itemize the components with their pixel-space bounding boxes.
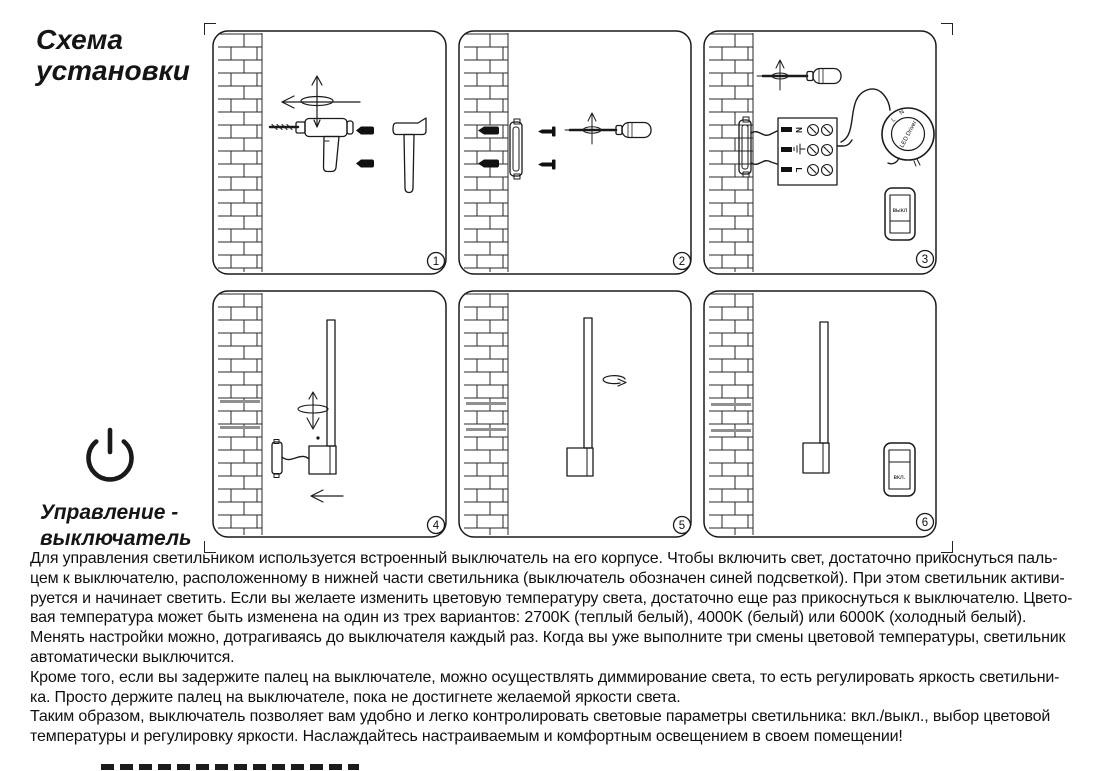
- step-number: 3: [921, 254, 929, 267]
- driver-label: LED Driver: [899, 120, 919, 149]
- body-line: Таким образом, выключатель позволяет вам удобно и легко контролировать световые параметры светильника: вкл./выкл., выбор цветовой: [30, 708, 1051, 726]
- step-number-badge: [674, 253, 691, 270]
- wall-mark: [466, 402, 506, 405]
- step-number: 5: [678, 520, 686, 533]
- step-number: 6: [921, 517, 929, 530]
- step-number: 4: [432, 520, 440, 533]
- step-number-badge: [917, 514, 934, 531]
- drill-icon: [270, 119, 353, 172]
- page-title-line2: установки: [36, 55, 190, 86]
- rotate-arrow-icon: [603, 376, 626, 386]
- led-driver: [882, 107, 934, 166]
- brick-wall: [218, 33, 262, 272]
- panel-border: [213, 31, 446, 274]
- brick-wall: [464, 33, 508, 272]
- terminal-label-l: L: [794, 167, 803, 173]
- terminal-block: [778, 118, 837, 185]
- brick-wall: [709, 293, 753, 535]
- power-icon: [82, 424, 138, 486]
- step-number-badge: [428, 253, 445, 270]
- panel-border: [459, 291, 691, 537]
- lamp: [803, 322, 829, 473]
- body-line: ка. Просто держите палец на выключателе, пока не достигнете желаемой яркости света.: [30, 688, 681, 706]
- step-number-badge: [917, 251, 934, 268]
- move-arrows-icon: [282, 76, 360, 127]
- panel-step-6: [703, 290, 937, 538]
- panel-step-5: [458, 290, 692, 538]
- dowel-icon: [478, 127, 499, 168]
- step-number-badge: [674, 517, 691, 534]
- control-caption-line2: выключатель: [40, 527, 192, 550]
- mounting-bracket-icon: [739, 117, 751, 177]
- panel-step-4: [212, 290, 447, 538]
- body-line: Кроме того, если вы задержите палец на выключателе, можно осуществлять диммирование света, то есть регулировать яркость светильни-: [30, 668, 1060, 686]
- down-arrow-rotate-icon: [298, 392, 328, 429]
- lamp: [567, 318, 593, 476]
- panel-step-2: [458, 30, 692, 275]
- panel-border: [213, 291, 446, 537]
- wall-switch-off: [885, 188, 915, 240]
- panel-border: [459, 31, 691, 274]
- body-line: Менять настройки можно, дотрагиваясь до выключателя каждый раз. Когда вы уже выполните три смены цветовой температуры, светильник: [30, 629, 1066, 647]
- body-line: автоматически выключится.: [30, 648, 235, 666]
- crop-mark-top-right: [941, 23, 953, 35]
- driver-ring-label: L N: [890, 107, 909, 124]
- page-title: [36, 24, 190, 86]
- body-line: руется и начинает светить. Если вы желаете изменить цветовую температуру света, достаточно еще раз прикоснуться к выключателю. Цвето-: [30, 589, 1073, 607]
- wire: [751, 131, 777, 164]
- wall-mark: [466, 428, 506, 431]
- panel-step-1: [212, 30, 447, 275]
- hammer-icon: [393, 118, 426, 193]
- mounting-bracket-icon: [510, 119, 522, 179]
- mark-dot: [316, 436, 319, 439]
- mounting-bracket-icon: [272, 440, 282, 478]
- wall-mark: [220, 400, 260, 403]
- control-caption: [40, 500, 191, 552]
- screwdriver-icon: [757, 69, 841, 84]
- switch-label-on: вкл.: [893, 474, 906, 481]
- left-arrow-icon: [311, 490, 343, 502]
- terminal-label-n: N: [794, 127, 803, 133]
- wall-mark: [711, 403, 751, 406]
- screwdriver-icon: [565, 123, 651, 138]
- brick-wall: [464, 293, 508, 535]
- switch-label-off: выкл: [892, 207, 908, 214]
- brick-wall: [218, 293, 262, 535]
- step-number: 2: [678, 256, 686, 269]
- wall-switch-on: [884, 443, 915, 496]
- body-line: вая температура может быть изменена на один из трех вариантов: 2700K (теплый белый), 4000K (белый) или 6000K (холодный белый).: [30, 609, 1027, 627]
- wall-mark: [711, 429, 751, 432]
- body-line: температуры и регулировку яркости. Наслаждайтесь настраиваемым и комфортным освещением в своем помещении!: [30, 728, 903, 746]
- control-caption-line1: Управление -: [40, 501, 179, 524]
- brick-wall: [709, 33, 753, 272]
- step-number-badge: [428, 517, 445, 534]
- cutoff-text-fragment: [101, 764, 359, 770]
- body-line: цем к выключателю, расположенному в нижней части светильника (выключатель обозначен синей подсветкой). При этом светильник активи-: [30, 569, 1065, 587]
- step-number: 1: [432, 256, 440, 269]
- dowel-icon: [356, 127, 374, 168]
- body-text: [30, 549, 1072, 747]
- body-line: Для управления светильником используется встроенный выключатель на его корпусе. Чтобы включить свет, достаточно прикоснуться паль-: [30, 550, 1058, 567]
- wire: [282, 456, 309, 459]
- screw-icon: [538, 127, 556, 170]
- rotate-arrow-icon: [583, 113, 601, 144]
- wall-mark: [220, 426, 260, 429]
- page-title-line1: Схема: [36, 24, 123, 55]
- panel-step-3: [703, 30, 937, 275]
